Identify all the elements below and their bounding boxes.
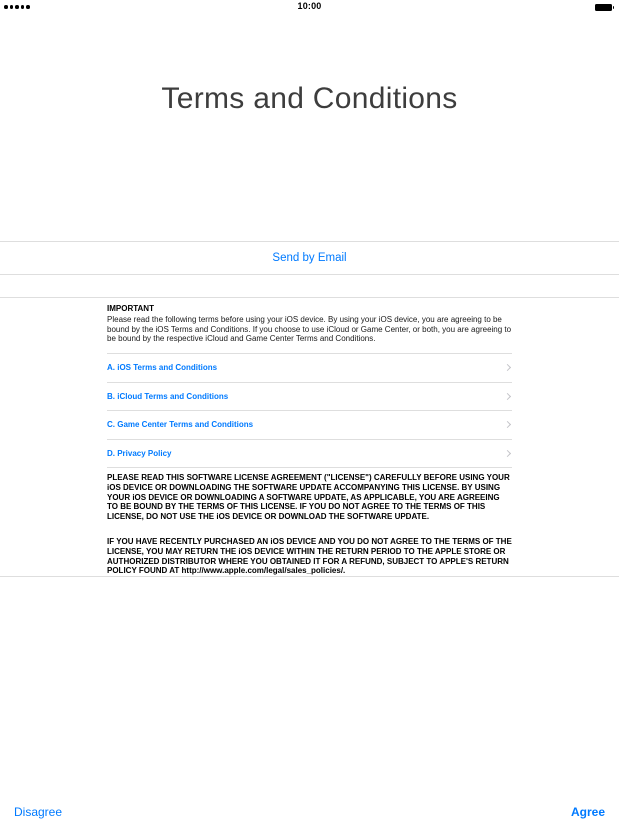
- chevron-right-icon: [504, 421, 511, 428]
- terms-link-privacy-policy[interactable]: [107, 439, 512, 468]
- battery-icon: [595, 4, 614, 11]
- send-by-email-label: Send by Email: [272, 252, 347, 264]
- battery-cap: [613, 6, 615, 9]
- terms-link-icloud[interactable]: [107, 382, 512, 411]
- chevron-right-icon: [504, 450, 511, 457]
- terms-link-label: B. iCloud Terms and Conditions: [107, 391, 229, 401]
- important-body: Please read the following terms before using your iOS device. By using your iOS device, you are agreeing to be bound by the iOS Terms and Conditions. If you choose to use iCloud or Game Center, or both, you are agreeing to be bound by the respective iCloud and Game Center Terms and Conditions.: [107, 315, 512, 343]
- status-bar-time: 10:00: [297, 1, 322, 11]
- send-by-email-button[interactable]: [0, 241, 619, 275]
- terms-link-label: C. Game Center Terms and Conditions: [107, 420, 254, 430]
- disagree-button[interactable]: Disagree: [14, 805, 63, 819]
- license-paragraph-1: PLEASE READ THIS SOFTWARE LICENSE AGREEMENT ("LICENSE") CAREFULLY BEFORE USING YOUR iOS DEVICE OR DOWNLOADING THE SOFTWARE UPDATE ACCOMPANYING THIS LICENSE. BY USING YOUR iOS DEVICE OR DOWNLOADING A SOFTWARE UPDATE, AS APPLICABLE, YOU ARE AGREEING TO BE BOUND BY THE TERMS OF THIS LICENSE. IF YOU DO NOT AGREE TO THE TERMS OF THIS LICENSE, DO NOT USE THE iOS DEVICE OR DOWNLOAD THE SOFTWARE UPDATE.: [107, 473, 510, 522]
- important-heading: IMPORTANT: [107, 304, 154, 313]
- chevron-right-icon: [504, 364, 511, 371]
- terms-link-label: D. Privacy Policy: [107, 448, 172, 458]
- license-paragraph-2: IF YOU HAVE RECENTLY PURCHASED AN iOS DEVICE AND YOU DO NOT AGREE TO THE TERMS OF THE LICENSE, YOU MAY RETURN THE iOS DEVICE WITHIN THE RETURN PERIOD TO THE APPLE STORE OR AUTHORIZED DISTRIBUTOR WHERE YOU OBTAINED IT FOR A REFUND, SUBJECT TO APPLE'S RETURN POLICY FOUND AT http://www.apple.com/legal/sales_policies/.: [107, 536, 512, 576]
- terms-link-ios[interactable]: [107, 353, 512, 382]
- page-title: Terms and Conditions: [161, 82, 458, 115]
- license-agreement-text: [107, 467, 512, 576]
- agree-button[interactable]: Agree: [570, 805, 605, 819]
- important-notice: [107, 298, 512, 353]
- terms-list: [107, 353, 512, 467]
- status-bar: [0, 0, 619, 14]
- battery-body: [595, 4, 612, 11]
- terms-link-game-center[interactable]: [107, 410, 512, 439]
- chevron-right-icon: [504, 393, 511, 400]
- terms-section: [0, 297, 619, 577]
- terms-link-label: A. iOS Terms and Conditions: [107, 363, 218, 373]
